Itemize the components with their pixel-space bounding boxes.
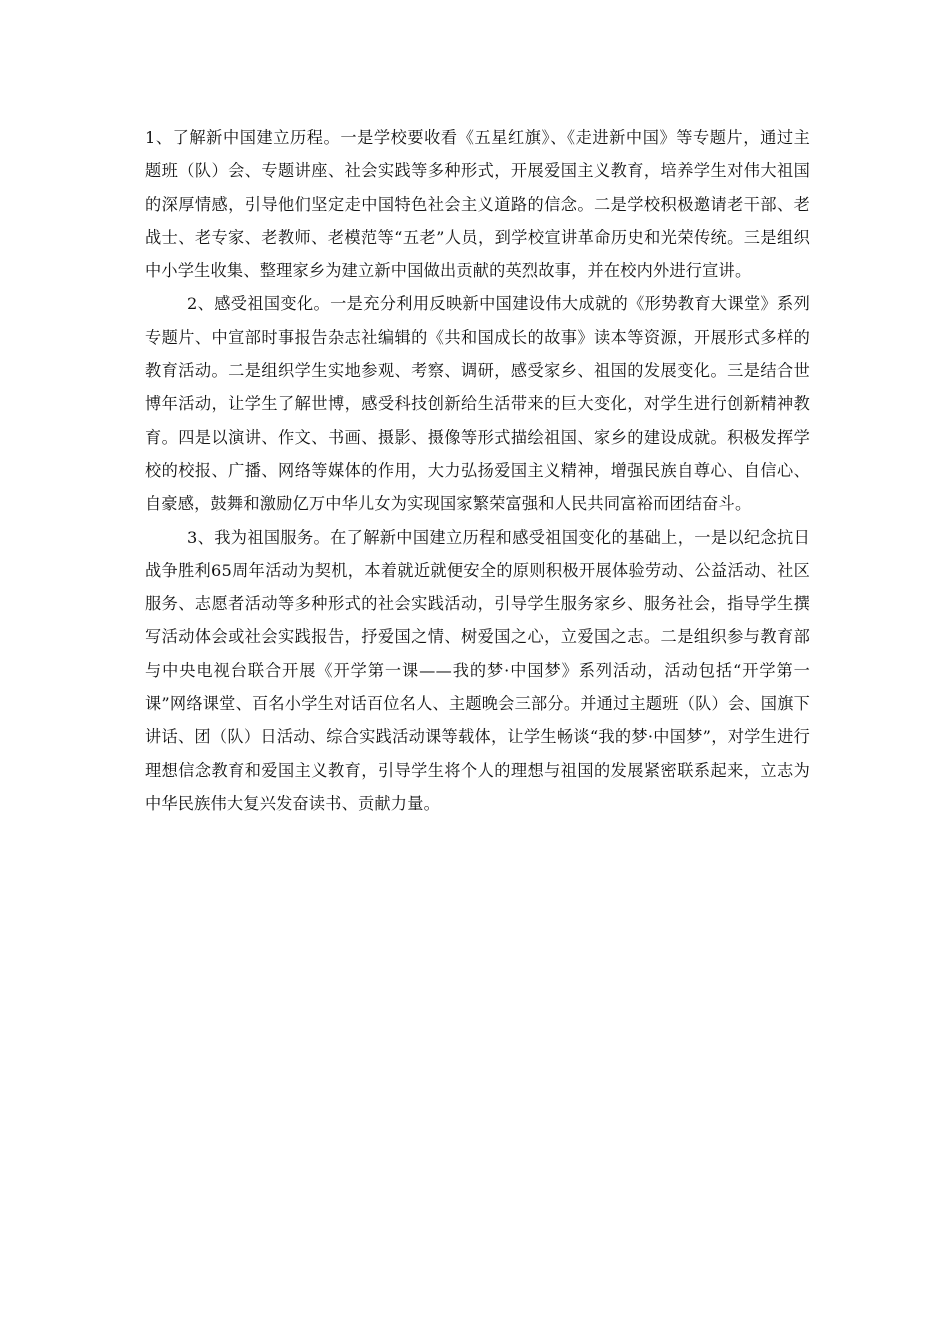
paragraph-1: 1、了解新中国建立历程。一是学校要收看《五星红旗》、《走进新中国》等专题片，通过主题班（队）会、专题讲座、社会实践等多种形式，开展爱国主义教育，培养学生对伟大祖国的深厚情感，引导他们坚定走中国特色社会主义道路的信念。二是学校积极邀请老干部、老战士、老专家、老教师、老模范等“五老”人员，到学校宣讲革命历史和光荣传统。三是组织中小学生收集、整理家乡为建立新中国做出贡献的英烈故事，并在校内外进行宣讲。: [145, 128, 810, 281]
document-body: [145, 121, 810, 820]
paragraph-2: 2、感受祖国变化。一是充分利用反映新中国建设伟大成就的《形势教育大课堂》系列专题片、中宣部时事报告杂志社编辑的《共和国成长的故事》读本等资源，开展形式多样的教育活动。二是组织学生实地参观、考察、调研，感受家乡、祖国的发展变化。三是结合世博年活动，让学生了解世博，感受科技创新给生活带来的巨大变化，对学生进行创新精神教育。四是以演讲、作文、书画、摄影、摄像等形式描绘祖国、家乡的建设成就。积极发挥学校的校报、广播、网络等媒体的作用，大力弘扬爱国主义精神，增强民族自尊心、自信心、自豪感，鼓舞和激励亿万中华儿女为实现国家繁荣富强和人民共同富裕而团结奋斗。: [145, 294, 810, 514]
paragraph-3: 3、我为祖国服务。在了解新中国建立历程和感受祖国变化的基础上，一是以纪念抗日战争胜利65周年活动为契机，本着就近就便安全的原则积极开展体验劳动、公益活动、社区服务、志愿者活动等多种形式的社会实践活动，引导学生服务家乡、服务社会，指导学生撰写活动体会或社会实践报告，抒爱国之情、树爱国之心，立爱国之志。二是组织参与教育部与中央电视台联合开展《开学第一课——我的梦·中国梦》系列活动，活动包括“开学第一课”网络课堂、百名小学生对话百位名人、主题晚会三部分。并通过主题班（队）会、国旗下讲话、团（队）日活动、综合实践活动课等载体，让学生畅谈“我的梦·中国梦”，对学生进行理想信念教育和爱国主义教育，引导学生将个人的理想与祖国的发展紧密联系起来，立志为中华民族伟大复兴发奋读书、贡献力量。: [145, 527, 810, 813]
